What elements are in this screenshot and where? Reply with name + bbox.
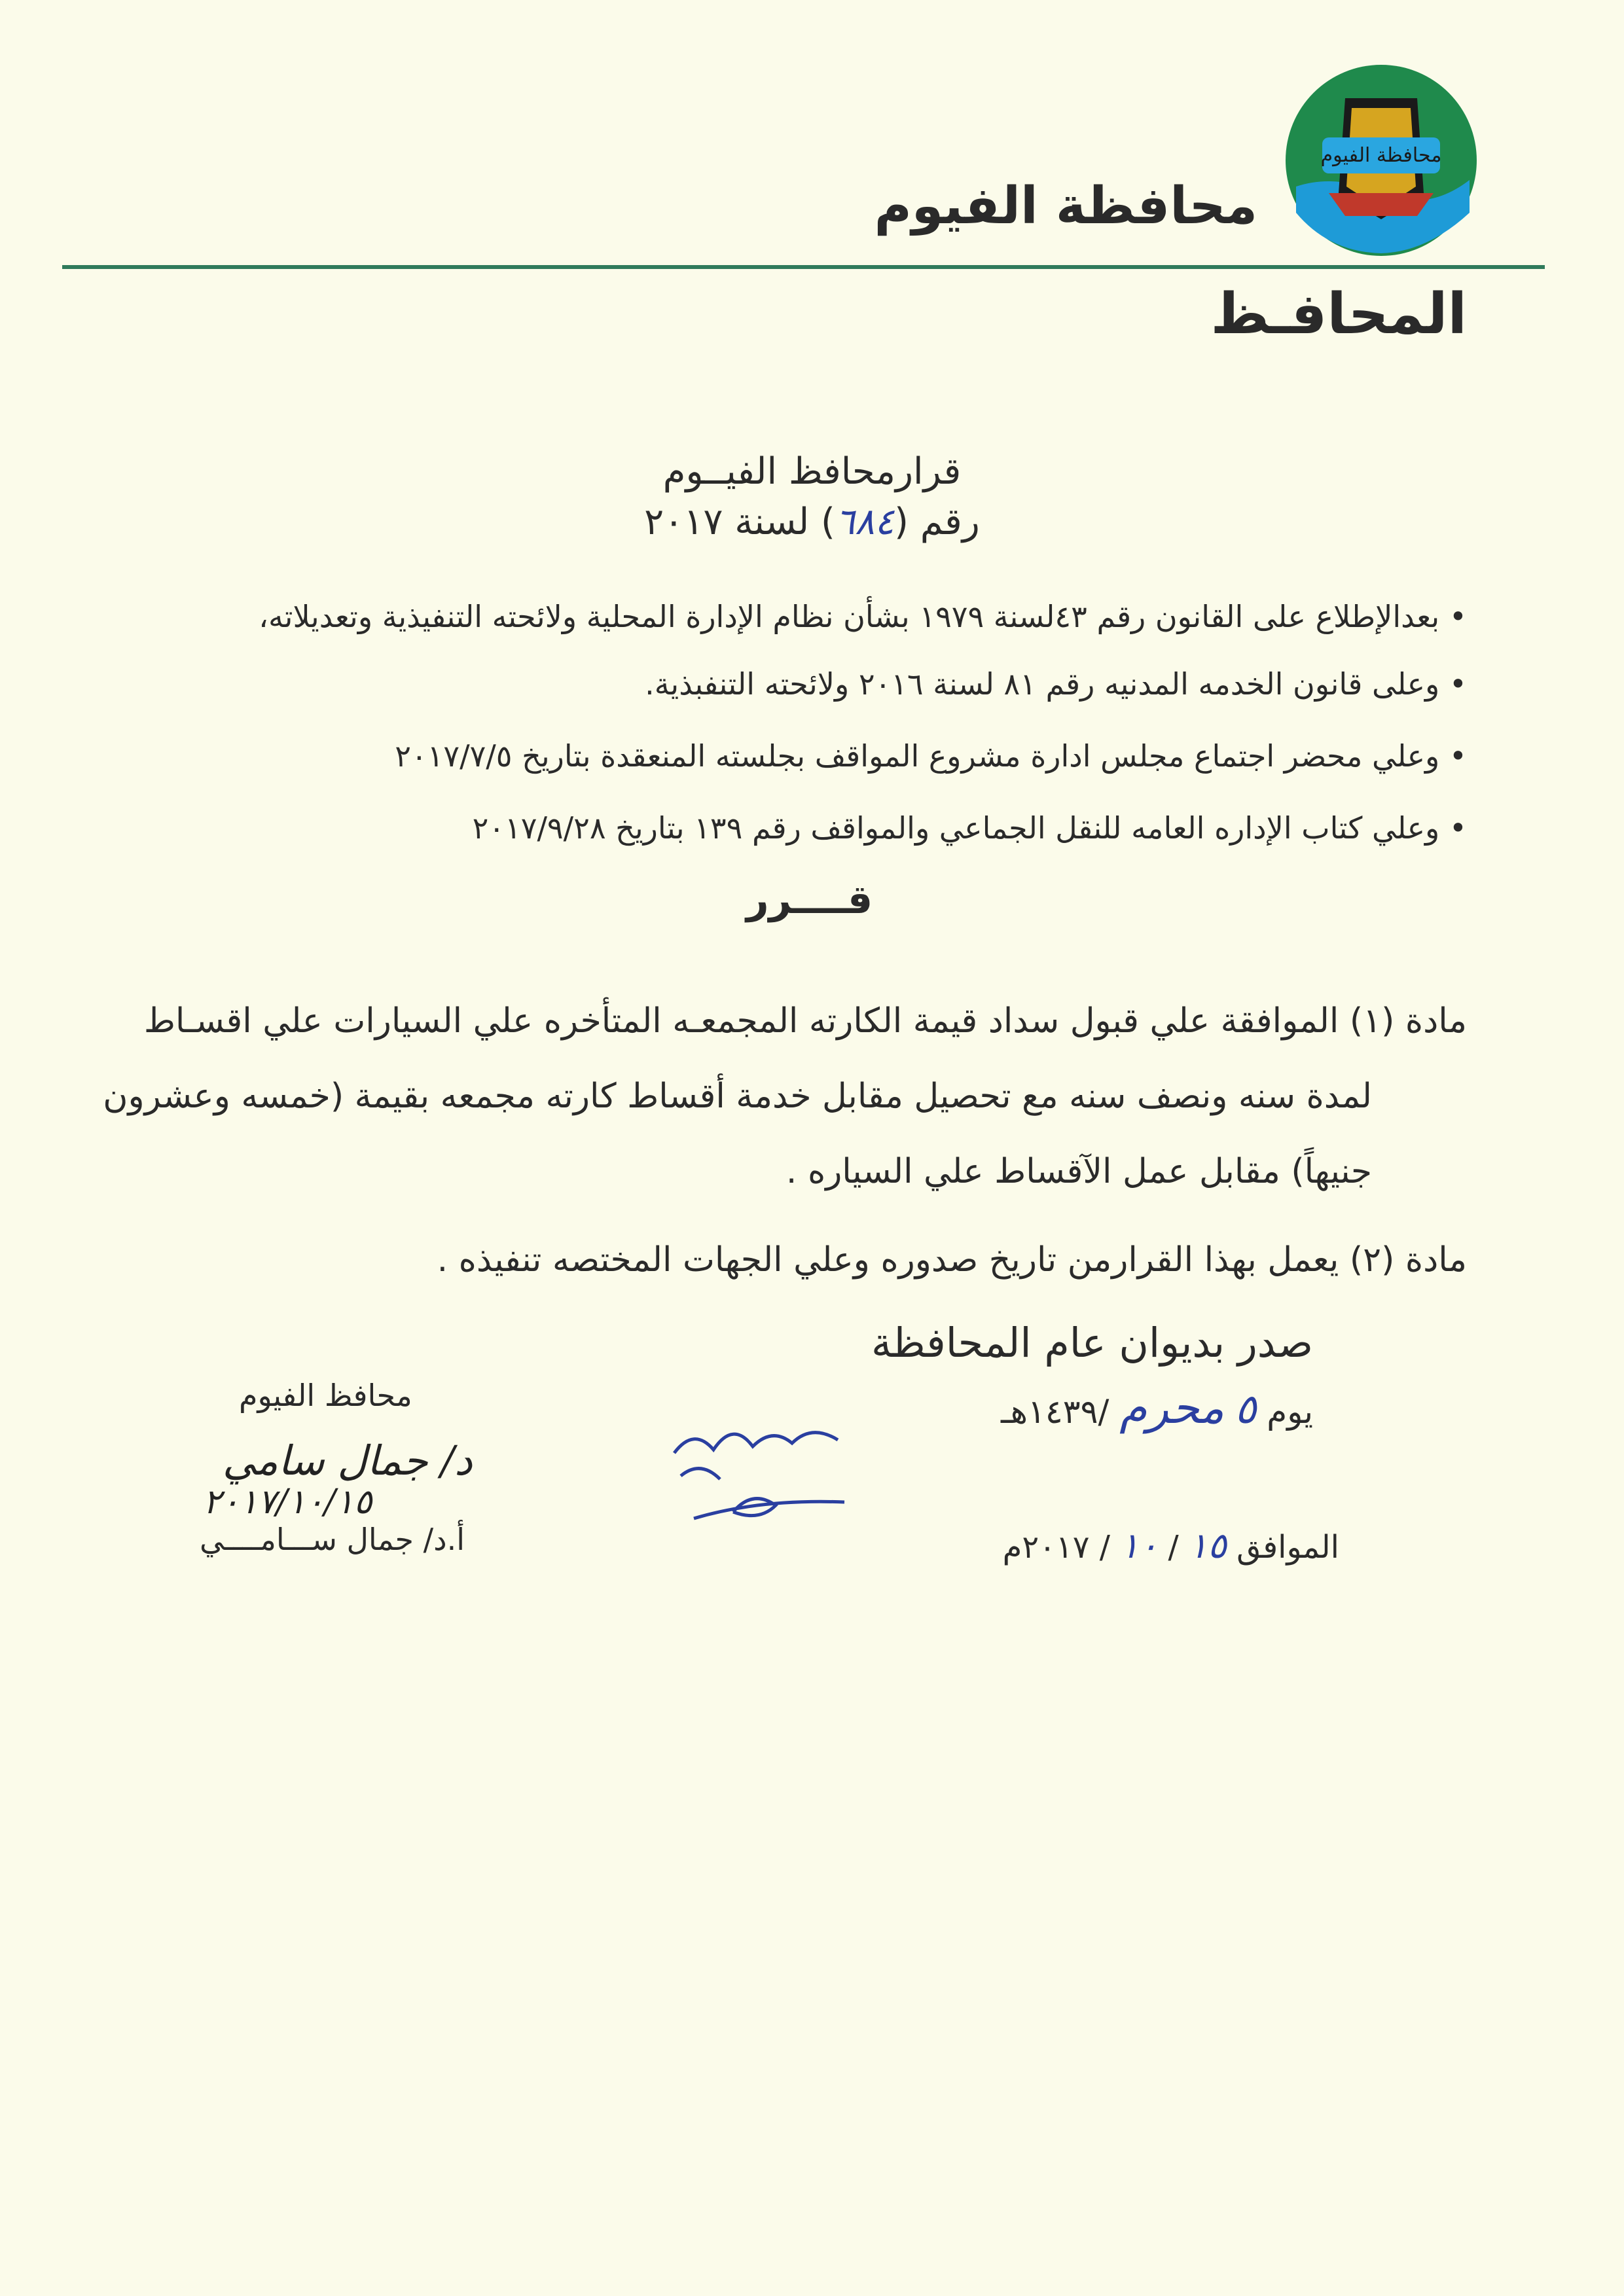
hijri-month-handwritten: محرم <box>1119 1382 1225 1434</box>
signatory-title: محافظ الفيوم <box>239 1378 412 1413</box>
office-title: المحافـظ <box>1210 281 1467 347</box>
decree-number-suffix: ) لسنة ٢٠١٧ <box>644 501 835 543</box>
article-1-line: لمدة سنه ونصف سنه مع تحصيل مقابل خدمة أقساط كارته مجمعه بقيمة (خمسه وعشرون <box>103 1077 1372 1116</box>
handwritten-signature: د/ جمال سامي <box>223 1437 473 1484</box>
article-1-line: مادة (١) الموافقة علي قبول سداد قيمة الكارته المجمعـه المتأخره علي السيارات علي اقسـاط <box>143 1001 1467 1041</box>
decree-number-handwritten: ٦٨٤ <box>835 501 895 543</box>
signature-date: ٢٠١٧/١٠/١٥ <box>203 1482 372 1522</box>
decided-heading: قــــرر <box>746 877 873 923</box>
gregorian-date-line: الموافق ١٥ / ١٠ / ٢٠١٧م <box>1002 1525 1339 1566</box>
day-prefix: يوم <box>1267 1393 1313 1431</box>
hijri-year: /١٤٣٩هـ <box>1001 1393 1110 1431</box>
greg-year: / ٢٠١٧م <box>1002 1529 1110 1566</box>
preamble-item: • وعلى قانون الخدمه المدنيه رقم ٨١ لسنة ٢٠١٦ ولائحته التنفبذية. <box>645 666 1467 702</box>
article-2: مادة (٢) يعمل بهذا القرارمن تاريخ صدوره وعلي الجهات المختصه تنفيذه . <box>437 1240 1467 1280</box>
hijri-day-handwritten: ٥ <box>1235 1385 1257 1433</box>
preamble-item: • بعدالإطلاع على القانون رقم ٤٣لسنة ١٩٧٩ بشأن نظام الإدارة المحلية ولائحته التنفيذية وتعديلاته، <box>259 599 1467 634</box>
decree-title: قرارمحافظ الفيــوم <box>662 450 962 493</box>
greg-month-handwritten: ١٠ <box>1120 1525 1159 1566</box>
article-1-line: جنيهاً) مقابل عمل الآقساط علي السياره . <box>785 1152 1372 1191</box>
issued-at: صدر بديوان عام المحافظة <box>871 1319 1313 1367</box>
hijri-date-line <box>1001 1382 1313 1434</box>
governorate-logo <box>1283 62 1479 259</box>
preamble-item: • وعلي محضر اجتماع مجلس ادارة مشروع المواقف بجلسته المنعقدة بتاريخ ٢٠١٧/٧/٥ <box>395 738 1467 774</box>
greg-prefix: الموافق <box>1236 1529 1339 1566</box>
governorate-name: محافظة الفيوم <box>874 177 1257 236</box>
signatory-name: أ.د/ جمال ســـامــــي <box>200 1522 465 1557</box>
preamble-item: • وعلي كتاب الإداره العامه للنقل الجماعي والمواقف رقم ١٣٩ بتاريخ ٢٠١٧/٩/٢٨ <box>472 810 1467 846</box>
greg-day-handwritten: ١٥ <box>1188 1525 1227 1566</box>
decree-number-line <box>0 501 1624 543</box>
header-divider <box>62 265 1545 269</box>
initials-signature <box>655 1414 864 1538</box>
svg-text:محافظة الفيوم: محافظة الفيوم <box>1320 144 1442 167</box>
decree-number-prefix: رقم ( <box>894 501 980 543</box>
